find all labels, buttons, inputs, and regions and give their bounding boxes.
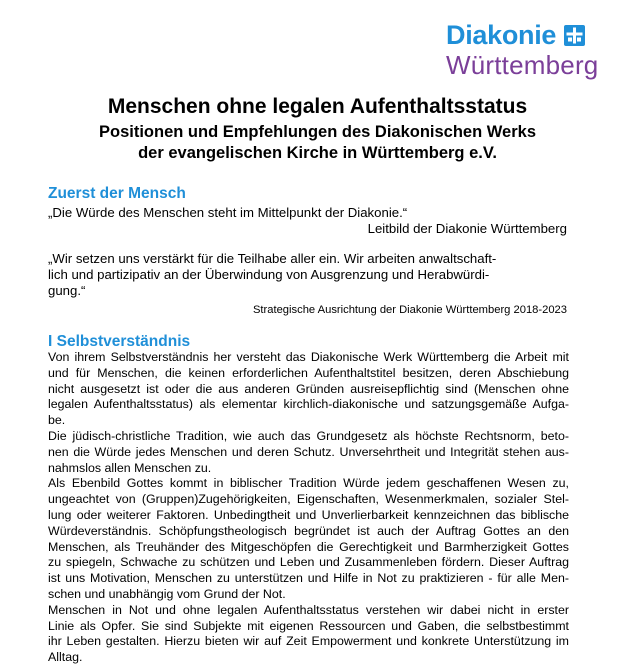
body-line: Alltag. (48, 650, 83, 665)
quote-2-source: Strategische Ausrichtung der Diakonie Württemberg 2018-2023 (252, 304, 567, 316)
body-line: Würdeverständnis. Schöpfungstheologisch begründet ist auch der Auftrag Gottes an den (48, 523, 569, 538)
body-line: lung oder weiterer Faktoren. Unbedingtheit und Unverlierbarkeit kennzeichnen das biblische (48, 507, 569, 522)
body-line: Von ihrem Selbstverständnis her versteht das Diakonische Werk Württemberg die Arbeit mit (48, 350, 569, 364)
quote-1-source: Leitbild der Diakonie Württemberg (367, 221, 567, 236)
document-subtitle-2: der evangelischen Kirche in Württemberg e.V. (138, 144, 497, 162)
quote-2-line: lich und partizipativ an der Überwindung von Ausgrenzung und Herabwürdi- (48, 267, 490, 282)
body-line: ihr Leben gestalten. Hierzu bieten wir auf Zeit Empowerment und konkrete Unterstützung im (48, 634, 569, 649)
body-line: Menschen, als Treuhänder des Mitgeschöpfen die Gerechtigkeit und Barmherzigkeit Gottes (48, 539, 569, 554)
logo-wuerttemberg-text: Württemberg (446, 50, 599, 80)
body-line: ungeachtet von (Gruppen)Zugehörigkeiten, Eigenschaften, Wesenmerkmalen, sozialer Stel- (48, 492, 569, 507)
document-subtitle-1: Positionen und Empfehlungen des Diakonischen Werks (98, 123, 537, 141)
quote-2-line: gung.“ (48, 283, 86, 298)
body-line: nahmslos allen Menschen zu. (48, 460, 212, 475)
body-line: Als Ebenbild Gottes kommt in biblischer Tradition Würde jedem geschaffenen Wesen zu, (48, 476, 569, 491)
body-line: nen die Würde jedes Menschen und deren Schutz. Unversehrtheit und Integrität stehen aus- (48, 444, 569, 459)
section-heading-zuerst: Zuerst der Mensch (48, 185, 186, 202)
body-line: zu spiegeln, Schwache zu schützen und Leben und Zusammenleben fördern. Dieser Auftrag (48, 555, 569, 570)
body-line: legalen Aufenthaltsstatus) als elementar kirchlich-diakonische und satzungsgemäße Aufga- (48, 397, 569, 412)
diakonie-logo (446, 19, 626, 81)
body-line: ist uns Motivation, Menschen zu unterstützen und Hilfe in Not zu praktizieren - für alle Men- (48, 571, 569, 586)
body-line: Die jüdisch-christliche Tradition, wie auch das Grundgesetz als höchste Rechtsnorm, beto- (48, 428, 569, 443)
selbstverstaendnis-body (48, 350, 569, 666)
logo-line-1 (446, 19, 585, 51)
quote-2-line: „Wir setzen uns verstärkt für die Teilhabe aller ein. Wir arbeiten anwaltschaft- (48, 251, 497, 266)
logo-diakonie-text: Diakonie (446, 19, 557, 50)
quote-1: „Die Würde des Menschen steht im Mittelpunkt der Diakonie.“ (48, 205, 408, 220)
body-line: Linie als Opfer. Sie sind Subjekte mit eigenen Ressourcen und Gaben, die selbstbestimmt (48, 618, 569, 633)
body-line: und für Menschen, die keinen erforderlichen Aufenthaltstitel besitzen, deren Abschiebung (48, 365, 569, 380)
section-heading-selbstverstaendnis: I Selbstverständnis (48, 333, 191, 350)
body-line: nicht ausgesetzt ist oder die aus anderen Gründen ausreisepflichtig sind (Menschen ohne (48, 381, 569, 396)
body-line: Menschen in Not und ohne legalen Aufenthaltsstatus verstehen wir dabei nicht in erster (48, 602, 569, 617)
diakonie-cross-icon (564, 25, 585, 46)
body-line: be. (48, 413, 66, 428)
document-title: Menschen ohne legalen Aufenthaltsstatus (107, 95, 528, 118)
body-line: schen und unabhängig vom Grund der Not. (48, 586, 286, 601)
